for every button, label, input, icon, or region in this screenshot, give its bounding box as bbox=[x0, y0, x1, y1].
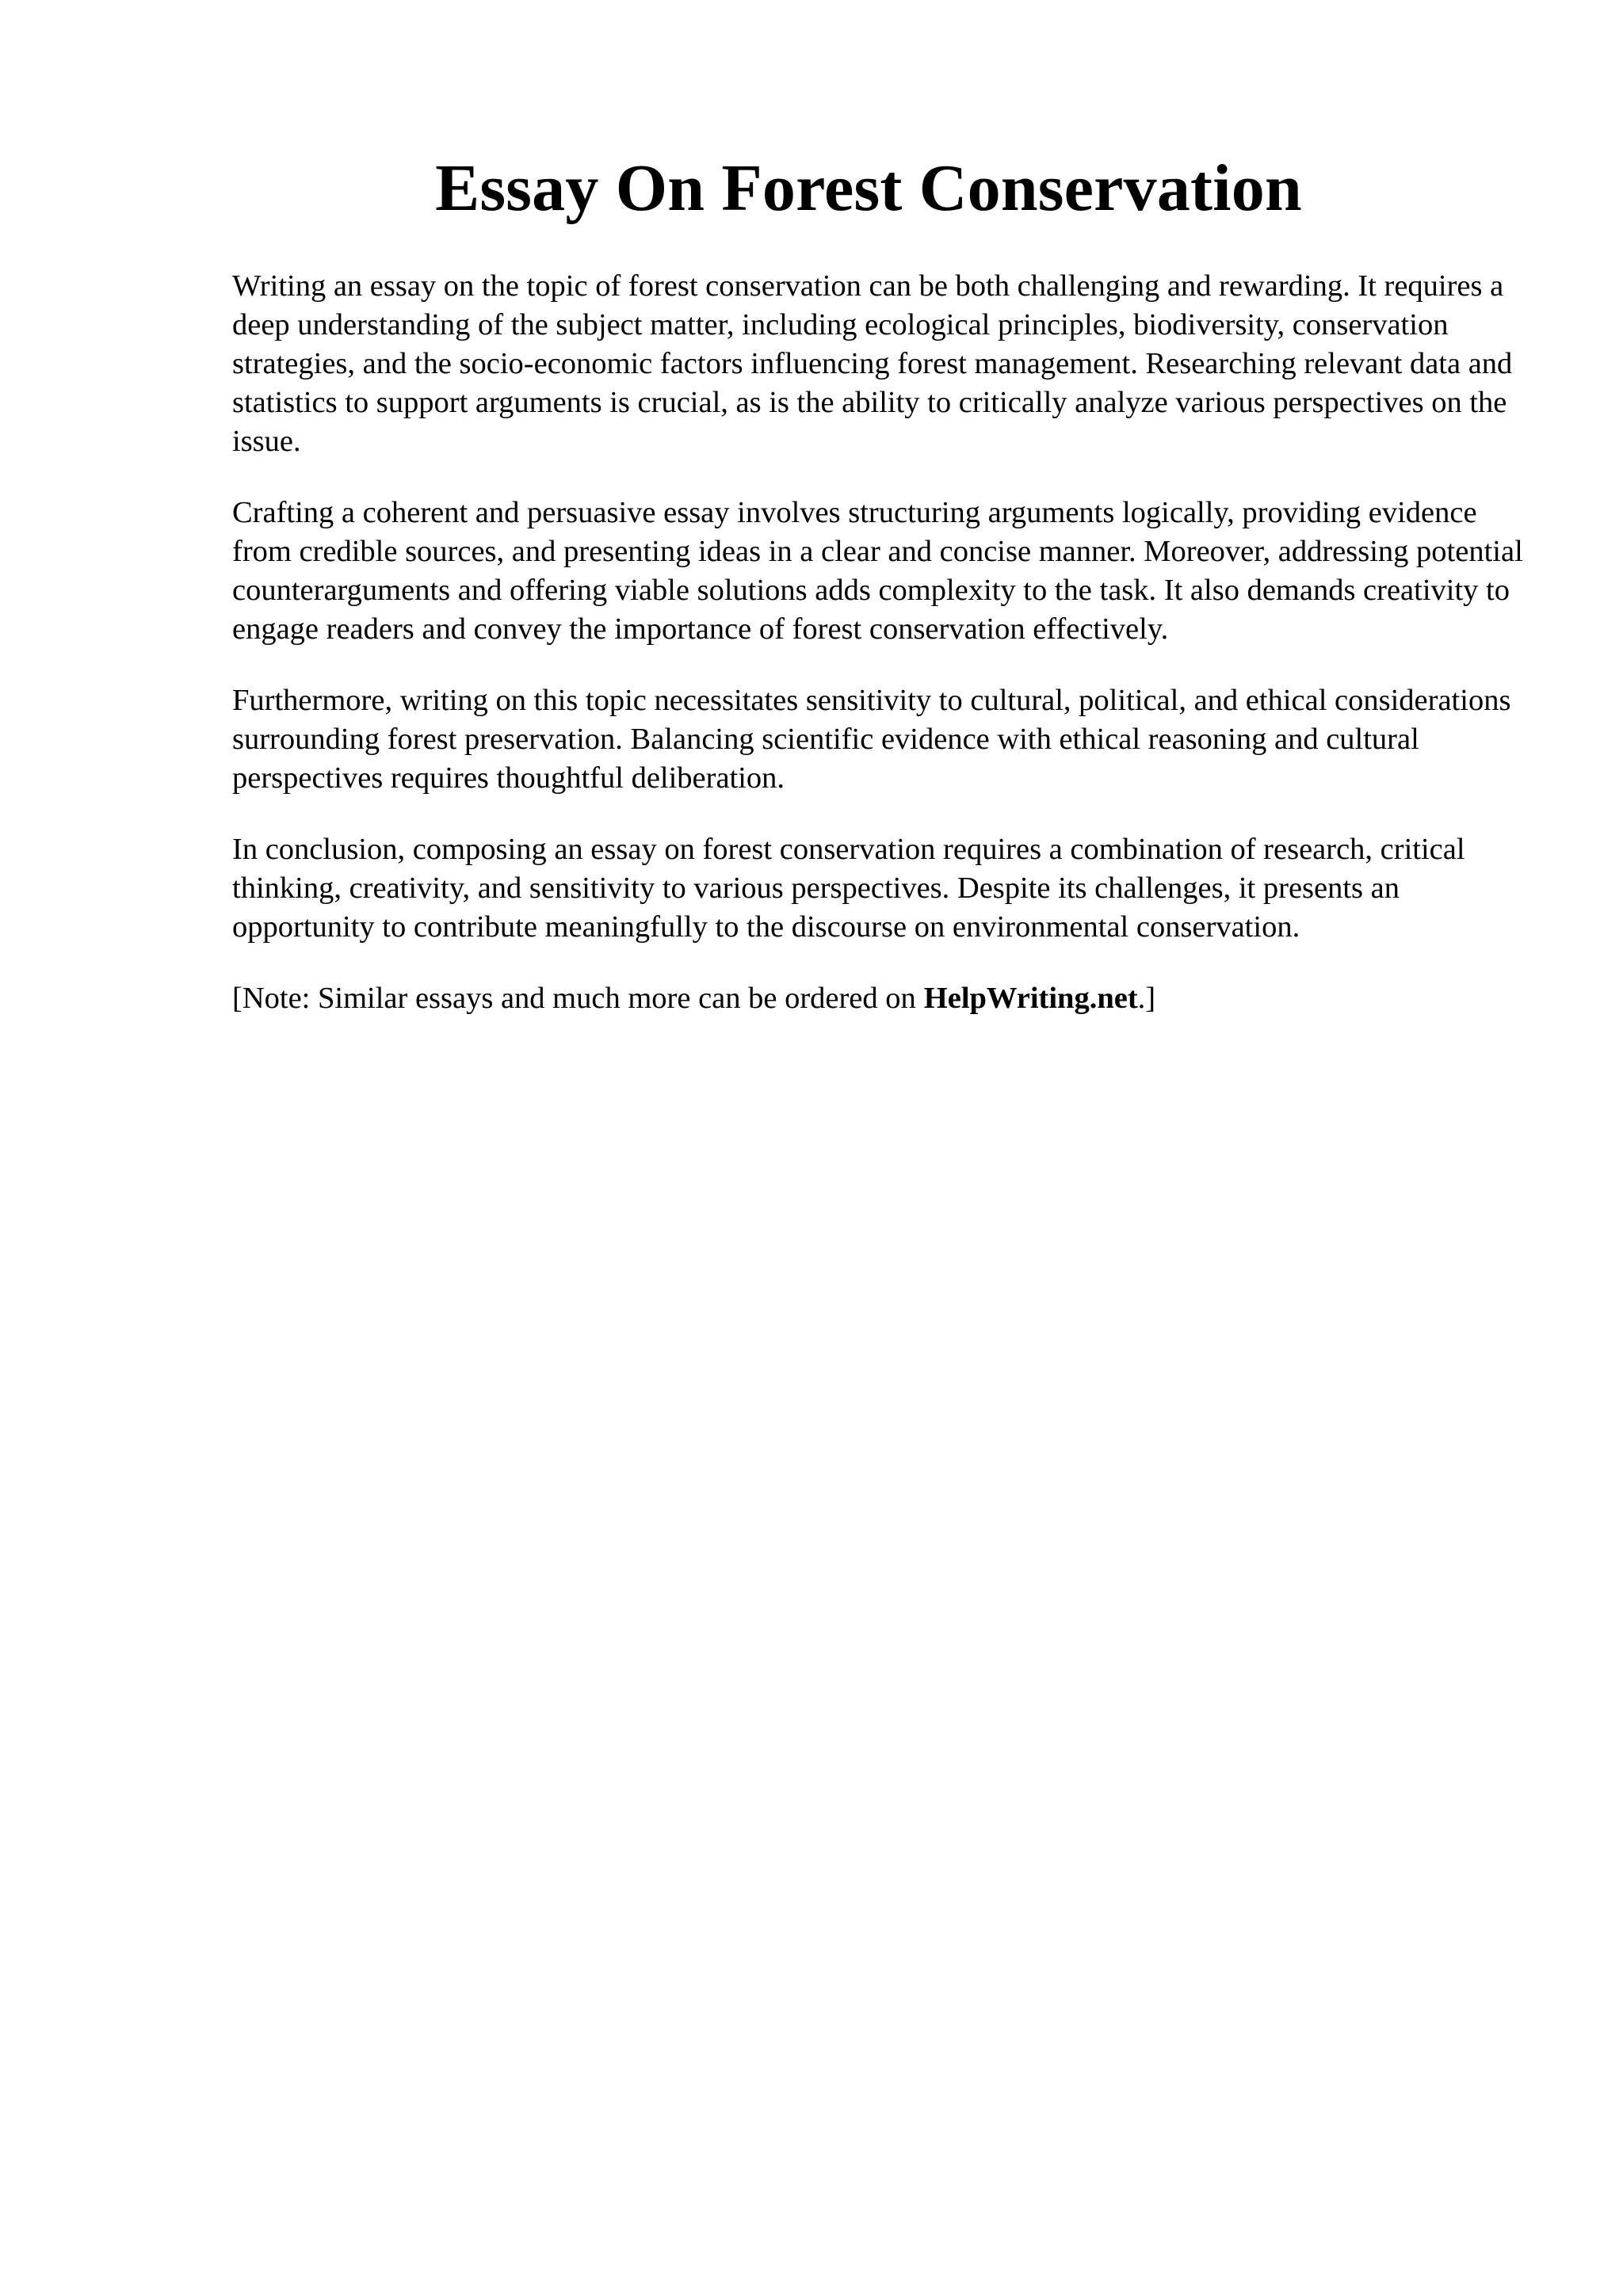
paragraph-furthermore: Furthermore, writing on this topic necessitates sensitivity to cultural, political, and ethical considerations surrounding forest preservation. Balancing scientific evidence with ethical reasoning and cultural perspectives requires thoughtful deliberation. bbox=[232, 684, 1511, 795]
note-suffix: .] bbox=[1137, 982, 1156, 1015]
note-prefix: [Note: Similar essays and much more can be ordered on bbox=[232, 982, 916, 1015]
brand-link[interactable]: HelpWriting.net bbox=[923, 982, 1138, 1015]
essay-body bbox=[232, 267, 1532, 1051]
paragraph-conclusion: In conclusion, composing an essay on forest conservation requires a combination of research, critical thinking, creativity, and sensitivity to various perspectives. Despite its challenges, it presents an opportunity to contribute meaningfully to the discourse on environmental conservation. bbox=[232, 833, 1465, 944]
note-paragraph bbox=[232, 979, 1532, 1018]
paragraph-intro: Writing an essay on the topic of forest conservation can be both challenging and rewarding. It requires a deep understanding of the subject matter, including ecological principles, biodiversity, conservation strategies, and the socio-economic factors influencing forest management. Researching relevant data and statistics to support arguments is crucial, as is the ability to critically analyze various perspectives on the issue. bbox=[232, 269, 1513, 458]
paragraph-crafting: Crafting a coherent and persuasive essay involves structuring arguments logically, providing evidence from credible sources, and presenting ideas in a clear and concise manner. Moreover, addressing potential counterarguments and offering viable solutions adds complexity to the task. It also demands creativity to engage readers and convey the importance of forest conservation effectively. bbox=[232, 496, 1523, 646]
page-title: Essay On Forest Conservation bbox=[435, 151, 1302, 225]
